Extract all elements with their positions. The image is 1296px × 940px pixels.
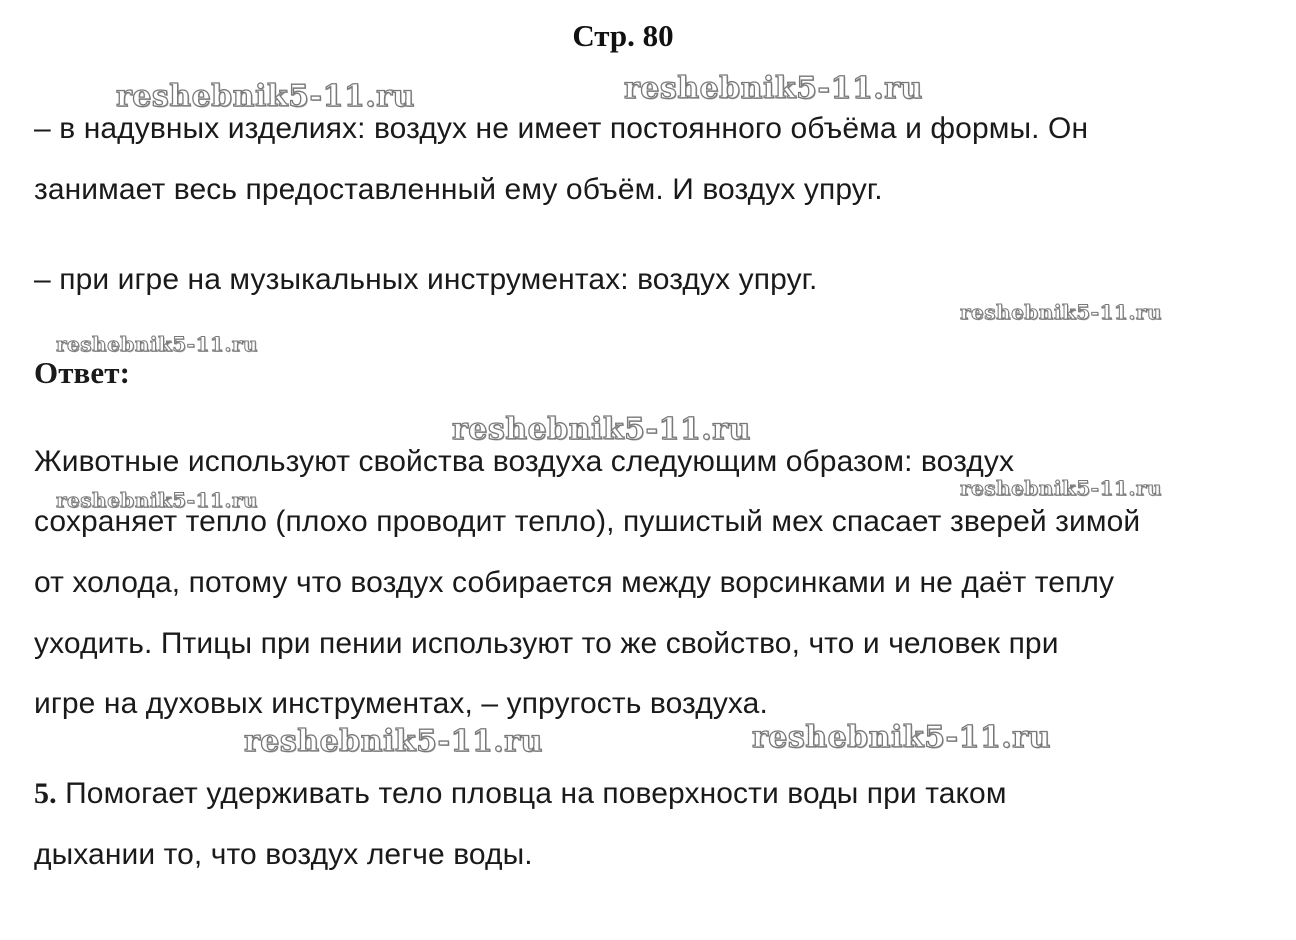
text-line: сохраняет тепло (плохо проводит тепло), пушистый мех спасает зверей зимой xyxy=(34,505,1141,538)
watermark: reshebnik5-11.ru xyxy=(56,488,258,512)
text-line: – при игре на музыкальных инструментах: воздух упруг. xyxy=(34,263,818,296)
item-number: 5. xyxy=(34,777,57,810)
watermark: reshebnik5-11.ru xyxy=(960,476,1162,500)
text-line: – в надувных изделиях: воздух не имеет постоянного объёма и формы. Он xyxy=(34,112,1089,145)
watermark: reshebnik5-11.ru xyxy=(452,412,751,447)
text-line: уходить. Птицы при пении используют то же свойство, что и человек при xyxy=(34,627,1059,660)
watermark: reshebnik5-11.ru xyxy=(752,720,1051,755)
page-title: Стр. 80 xyxy=(572,18,674,53)
answer-heading: Ответ: xyxy=(34,355,130,390)
text-line: Животные используют свойства воздуха следующим образом: воздух xyxy=(34,445,1015,478)
item-5 xyxy=(34,776,1007,812)
watermark: reshebnik5-11.ru xyxy=(624,71,923,106)
text-line: занимает весь предоставленный ему объём. И воздух упруг. xyxy=(34,173,883,206)
text-line: игре на духовых инструментах, – упругость воздуха. xyxy=(34,687,768,720)
text-line: дыхании то, что воздух легче воды. xyxy=(34,838,533,871)
watermark: reshebnik5-11.ru xyxy=(56,332,258,356)
watermark: reshebnik5-11.ru xyxy=(116,79,415,114)
item-text: Помогает удерживать тело пловца на поверхности воды при таком xyxy=(56,777,1007,810)
watermark: reshebnik5-11.ru xyxy=(244,724,543,759)
text-line: от холода, потому что воздух собирается между ворсинками и не даёт теплу xyxy=(34,566,1115,599)
watermark: reshebnik5-11.ru xyxy=(960,300,1162,324)
